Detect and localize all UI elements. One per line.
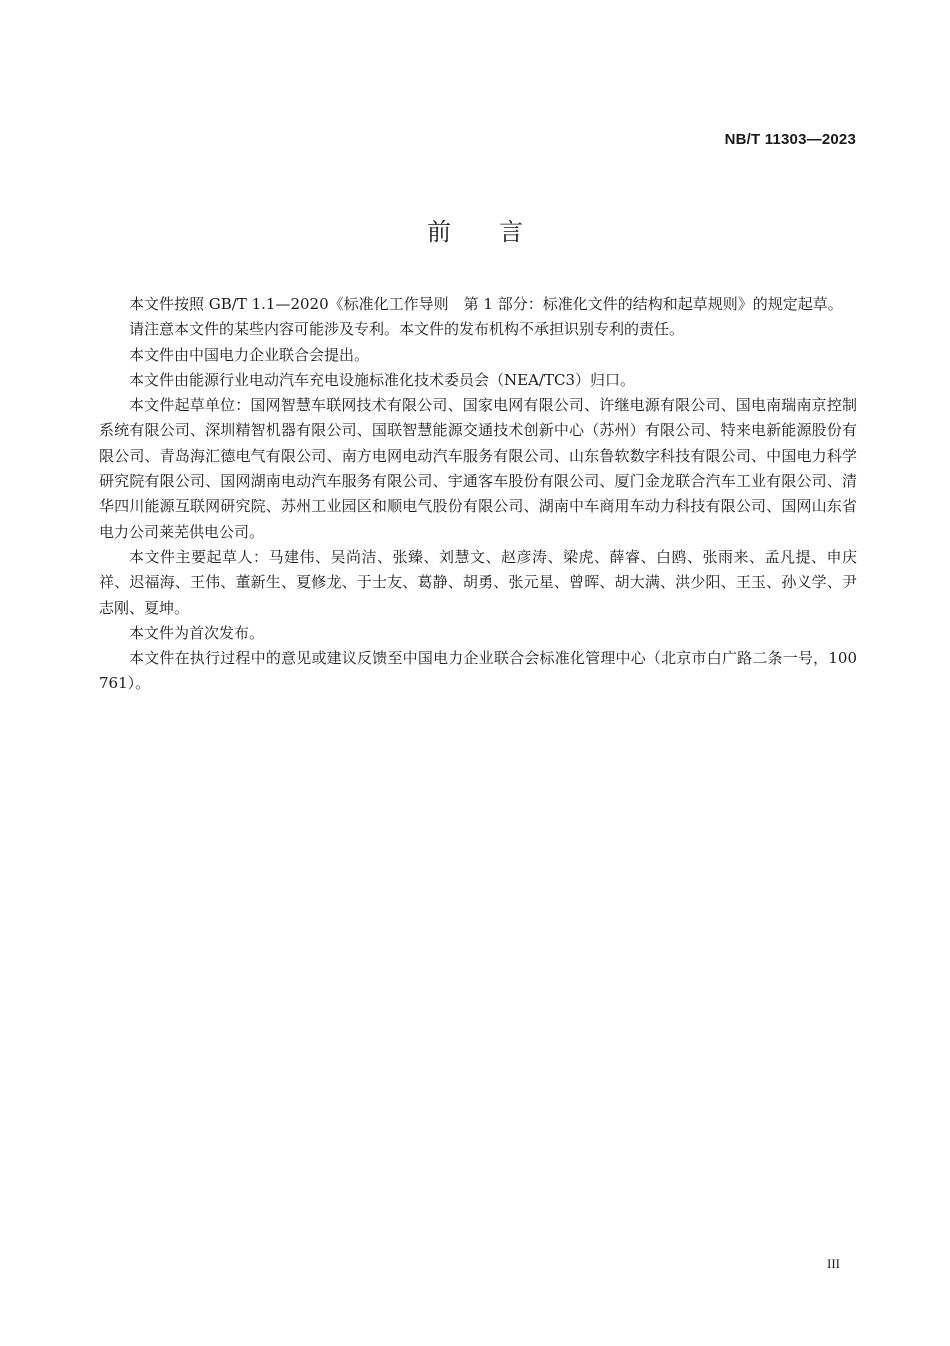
standard-number: NB/T 11303—2023 xyxy=(724,131,856,148)
paragraph-drafting-units: 本文件起草单位：国网智慧车联网技术有限公司、国家电网有限公司、许继电源有限公司、国电南瑞南京控制系统有限公司、深圳精智机器有限公司、国联智慧能源交通技术创新中心（苏州）有限公司、特来电新能源股份有限公司、青岛海汇德电气有限公司、南方电网电动汽车服务有限公司、山东鲁软数字科技有限公司、中国电力科学研究院有限公司、国网湖南电动汽车服务有限公司、宇通客车股份有限公司、厦门金龙联合汽车工业有限公司、清华四川能源互联网研究院、苏州工业园区和顺电气股份有限公司、湖南中车商用车动力科技有限公司、国网山东省电力公司莱芜供电公司。 xyxy=(99,396,857,541)
page-title: 前言 xyxy=(427,218,571,246)
paragraph-patent-notice: 请注意本文件的某些内容可能涉及专利。本文件的发布机构不承担识别专利的责任。 xyxy=(129,320,685,339)
paragraph-first-release: 本文件为首次发布。 xyxy=(129,623,265,642)
page-number: III xyxy=(827,1256,840,1271)
foreword-body xyxy=(99,292,857,697)
paragraph-committee: 本文件由能源行业电动汽车充电设施标准化技术委员会（NEA/TC3）归口。 xyxy=(129,370,635,389)
paragraph-drafters: 本文件主要起草人：马建伟、吴尚洁、张臻、刘慧文、赵彦涛、梁虎、薛睿、白鸥、张雨来、孟凡提、申庆祥、迟福海、王伟、董新生、夏修龙、于士友、葛静、胡勇、张元星、曾晖、胡大满、洪少阳、王玉、孙义学、尹志刚、夏坤。 xyxy=(99,547,857,617)
paragraph-proposer: 本文件由中国电力企业联合会提出。 xyxy=(129,345,370,364)
paragraph-feedback: 本文件在执行过程中的意见或建议反馈至中国电力企业联合会标准化管理中心（北京市白广路二条一号，100761）。 xyxy=(99,649,857,693)
paragraph-drafting-rules: 本文件按照 GB/T 1.1—2020《标准化工作导则 第 1 部分：标准化文件的结构和起草规则》的规定起草。 xyxy=(129,295,843,313)
